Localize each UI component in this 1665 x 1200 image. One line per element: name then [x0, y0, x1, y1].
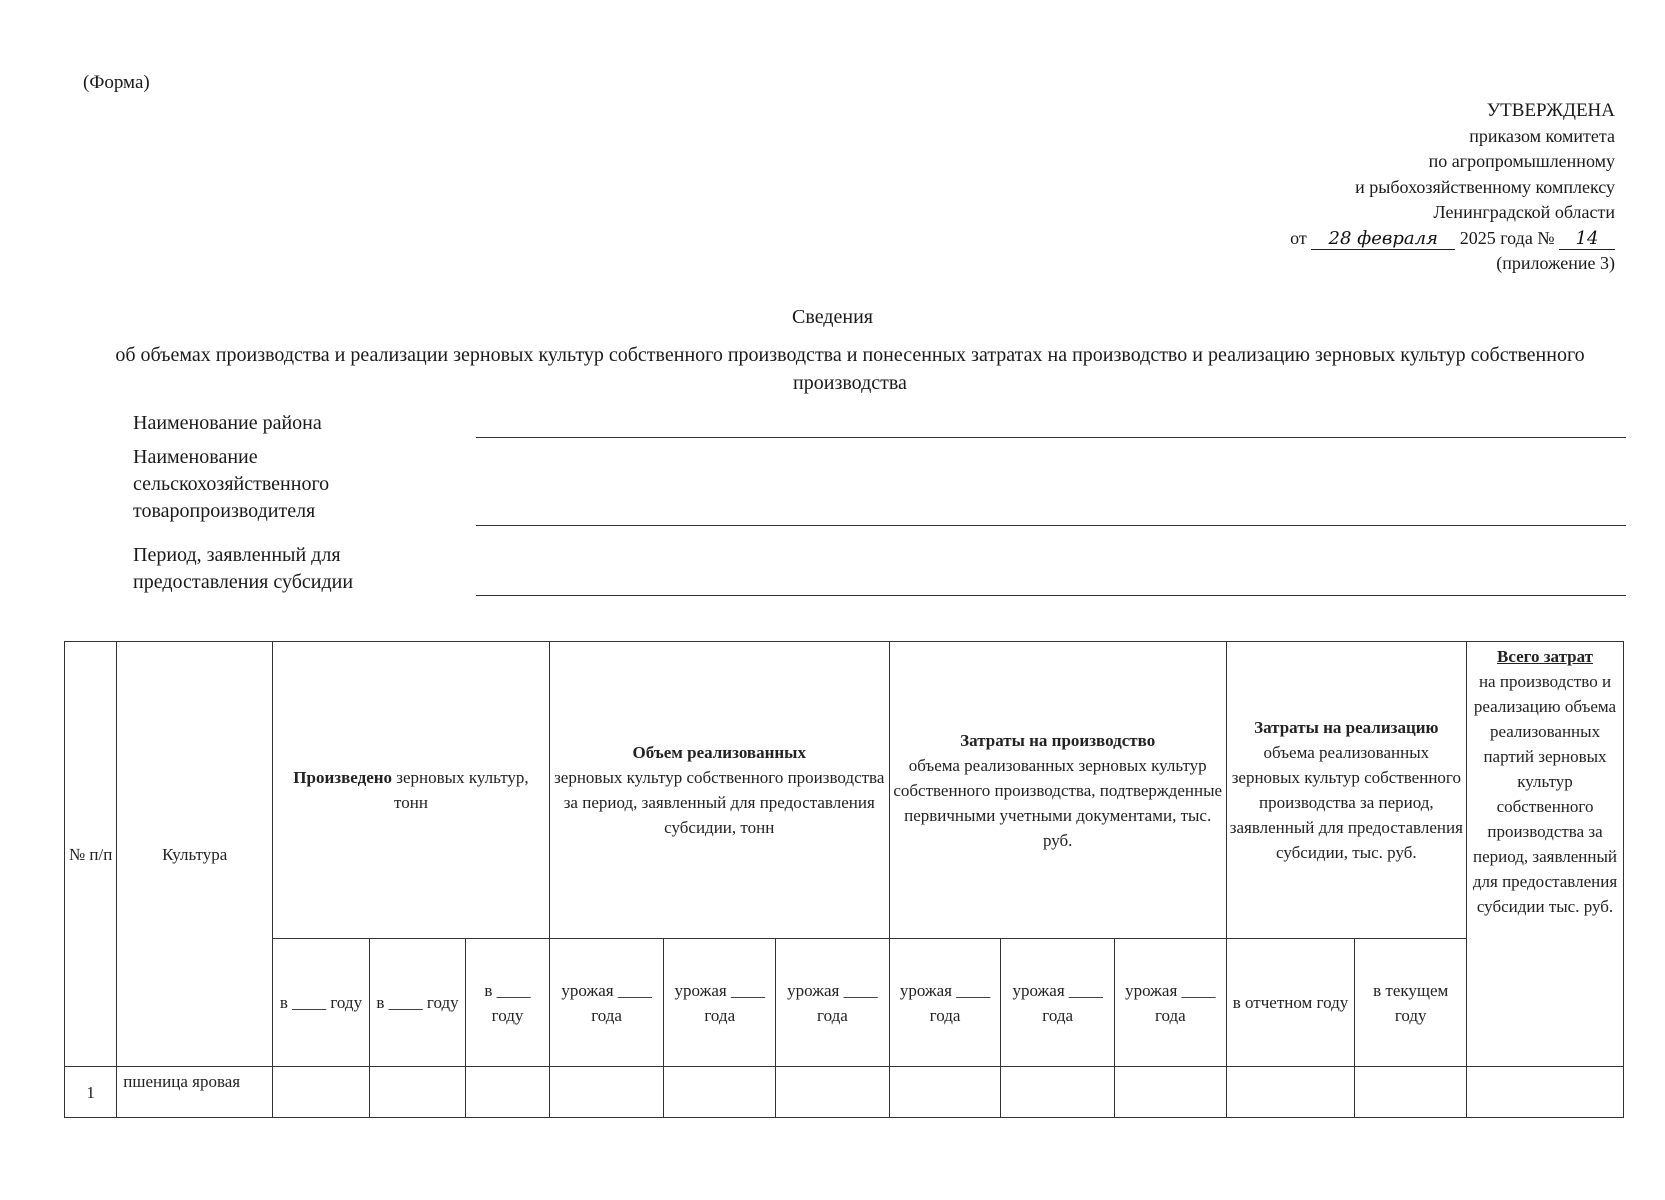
subheader-reporting-year: в отчетном году — [1226, 939, 1355, 1067]
subheader-year: в ____ году — [273, 939, 370, 1067]
date-suffix: 2025 года № — [1459, 227, 1555, 248]
header-sale-costs-text: объема реализованных зерновых культур собственного производства за период, заявленный для предоставления субсидии, тыс. руб. — [1229, 743, 1463, 862]
table-cell[interactable] — [1115, 1067, 1227, 1118]
table-cell[interactable] — [1226, 1067, 1355, 1118]
producer-label-line: сельскохозяйственного — [133, 473, 330, 495]
producer-label-line: товаропроизводителя — [133, 500, 316, 522]
period-label — [133, 542, 353, 596]
handwritten-date: 28 февраля — [1311, 229, 1455, 250]
document-subtitle: об объемах производства и реализации зерновых культур собственного производства и понесенных затратах на производство и реализацию зерновых культур собственного производства — [115, 344, 1585, 394]
header-total-costs-text: на производство и реализацию объема реализованных партий зерновых культур собственного производства за период, заявленный для предоставления субсидии тыс. руб. — [1472, 672, 1618, 916]
header-sale-costs-bold: Затраты на реализацию — [1254, 718, 1439, 737]
header-production-costs — [889, 642, 1226, 939]
row-num: 1 — [65, 1067, 117, 1118]
date-prefix: от — [1290, 227, 1307, 248]
table-subheader-row — [65, 939, 1624, 1067]
header-produced — [273, 642, 550, 939]
approval-line: Ленинградской области — [1433, 202, 1615, 222]
header-produced-bold: Произведено — [293, 768, 393, 787]
header-sold-text: зерновых культур собственного производства за период, заявленный для предоставления субсидии, тонн — [554, 768, 885, 837]
appendix-label: (приложение 3) — [1496, 253, 1615, 273]
district-label: Наименование района — [133, 412, 322, 434]
table-header-row — [65, 642, 1624, 939]
table-row — [65, 1067, 1624, 1118]
approval-date-line — [1290, 226, 1615, 252]
header-total-costs-bold: Всего затрат — [1497, 647, 1594, 666]
table-cell[interactable] — [889, 1067, 1001, 1118]
producer-label-line: Наименование — [133, 446, 258, 468]
table-cell[interactable] — [273, 1067, 370, 1118]
document-title: Сведения — [792, 306, 873, 328]
subheader-current-year: в текущем году — [1355, 939, 1467, 1067]
header-sale-costs — [1226, 642, 1466, 939]
header-num: № п/п — [65, 642, 117, 1067]
header-production-costs-bold: Затраты на производство — [960, 730, 1156, 750]
subheader-harvest: урожая ____ года — [1001, 939, 1115, 1067]
table-cell[interactable] — [466, 1067, 550, 1118]
header-total-costs — [1467, 642, 1624, 1067]
table-cell[interactable] — [549, 1067, 664, 1118]
row-culture: пшеница яровая — [117, 1067, 273, 1118]
header-culture: Культура — [117, 642, 273, 1067]
table-cell[interactable] — [1355, 1067, 1467, 1118]
handwritten-number: 14 — [1559, 229, 1615, 250]
approval-line: приказом комитета — [1469, 125, 1615, 146]
approval-line: и рыбохозяйственному комплексу — [1355, 176, 1615, 197]
approval-block — [1290, 98, 1615, 277]
approval-line: по агропромышленному — [1428, 151, 1615, 171]
period-input-line[interactable] — [476, 595, 1626, 596]
period-label-line: Период, заявленный для — [133, 544, 341, 566]
period-label-line: предоставления субсидии — [133, 571, 354, 593]
subheader-harvest: урожая ____ года — [549, 939, 664, 1067]
table-cell[interactable] — [776, 1067, 890, 1118]
table-cell[interactable] — [1001, 1067, 1115, 1118]
header-produced-text: зерновых культур, тонн — [392, 768, 529, 812]
header-sold — [549, 642, 889, 939]
table-cell[interactable] — [369, 1067, 466, 1118]
producer-input-line[interactable] — [476, 525, 1626, 526]
district-input-line[interactable] — [476, 437, 1626, 438]
header-production-costs-text: объема реализованных зерновых культур собственного производства, подтвержденные первичными учетными документами, тыс. руб. — [893, 755, 1223, 850]
form-label: (Форма) — [83, 72, 150, 93]
table-cell[interactable] — [1467, 1067, 1624, 1118]
table-cell[interactable] — [664, 1067, 776, 1118]
producer-label — [133, 444, 329, 525]
subheader-harvest: урожая ____ года — [1115, 939, 1227, 1067]
subheader-year: в ____ году — [369, 939, 466, 1067]
approval-title: УТВЕРЖДЕНА — [1486, 100, 1615, 121]
subheader-harvest: урожая ____ года — [664, 939, 776, 1067]
subheader-year: в ____ году — [466, 939, 550, 1067]
data-table — [64, 641, 1624, 1118]
subheader-harvest: урожая ____ года — [889, 939, 1001, 1067]
subheader-harvest: урожая ____ года — [776, 939, 890, 1067]
header-sold-bold: Объем реализованных — [632, 743, 806, 762]
